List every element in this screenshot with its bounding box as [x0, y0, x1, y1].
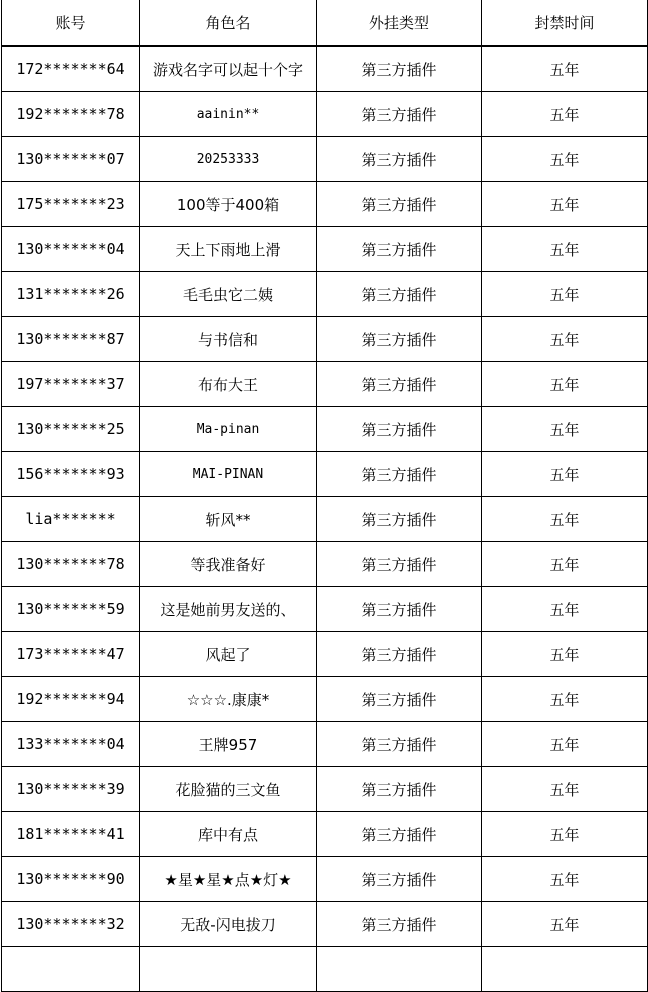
cell-account: 156*******93	[2, 452, 140, 497]
cell-account: 130*******87	[2, 317, 140, 362]
table-row	[2, 587, 648, 632]
table-row	[2, 767, 648, 812]
cell-account: 130*******39	[2, 767, 140, 812]
cell-account: 130*******59	[2, 587, 140, 632]
cell-ban-duration: 五年	[482, 542, 648, 587]
cell-cheat-type: 第三方插件	[317, 407, 482, 452]
cell-role-name: 无敌-闪电拔刀	[140, 902, 317, 947]
table-row	[2, 182, 648, 227]
cell-role-name: Ma-pinan	[140, 407, 317, 452]
cell-role-name: 这是她前男友送的、	[140, 587, 317, 632]
table-row	[2, 272, 648, 317]
cell-ban-duration: 五年	[482, 632, 648, 677]
header-role-name: 角色名	[140, 0, 317, 46]
cell-account: 197*******37	[2, 362, 140, 407]
cell-role-name: 布布大王	[140, 362, 317, 407]
cell-role-name: 花脸猫的三文鱼	[140, 767, 317, 812]
table-row	[2, 227, 648, 272]
cell-account: 131*******26	[2, 272, 140, 317]
cell-account: 175*******23	[2, 182, 140, 227]
cell-role-name: 100等于400箱	[140, 182, 317, 227]
cell-role-name: 风起了	[140, 632, 317, 677]
cell-cheat-type: 第三方插件	[317, 92, 482, 137]
cell-role-name: aainin**	[140, 92, 317, 137]
cell-account: 181*******41	[2, 812, 140, 857]
cell-account: 192*******78	[2, 92, 140, 137]
table-row	[2, 632, 648, 677]
cell-role-name: 王牌957	[140, 722, 317, 767]
cell-role-name: ☆☆☆.康康*	[140, 677, 317, 722]
cell-role-name	[140, 947, 317, 992]
cell-cheat-type: 第三方插件	[317, 542, 482, 587]
cell-cheat-type: 第三方插件	[317, 137, 482, 182]
cell-account: 133*******04	[2, 722, 140, 767]
cell-ban-duration: 五年	[482, 452, 648, 497]
table-body	[2, 46, 648, 992]
cell-ban-duration: 五年	[482, 46, 648, 92]
cell-cheat-type: 第三方插件	[317, 227, 482, 272]
cell-cheat-type: 第三方插件	[317, 317, 482, 362]
cell-ban-duration: 五年	[482, 272, 648, 317]
cell-role-name: 与书信和	[140, 317, 317, 362]
cell-role-name: ★星★星★点★灯★	[140, 857, 317, 902]
table-row	[2, 46, 648, 92]
cell-ban-duration: 五年	[482, 92, 648, 137]
cell-role-name: 天上下雨地上滑	[140, 227, 317, 272]
header-cheat-type: 外挂类型	[317, 0, 482, 46]
cell-cheat-type: 第三方插件	[317, 812, 482, 857]
cell-ban-duration: 五年	[482, 767, 648, 812]
cell-ban-duration: 五年	[482, 587, 648, 632]
cell-account: 130*******78	[2, 542, 140, 587]
cell-ban-duration: 五年	[482, 227, 648, 272]
cell-account: 173*******47	[2, 632, 140, 677]
cell-cheat-type: 第三方插件	[317, 497, 482, 542]
cell-cheat-type: 第三方插件	[317, 857, 482, 902]
cell-role-name: 游戏名字可以起十个字	[140, 46, 317, 92]
table-row	[2, 902, 648, 947]
cell-role-name: 库中有点	[140, 812, 317, 857]
cell-account: 130*******07	[2, 137, 140, 182]
table-row	[2, 947, 648, 992]
table-row	[2, 722, 648, 767]
cell-ban-duration: 五年	[482, 497, 648, 542]
table-row	[2, 317, 648, 362]
cell-cheat-type: 第三方插件	[317, 452, 482, 497]
cell-account: 130*******32	[2, 902, 140, 947]
cell-account: 130*******04	[2, 227, 140, 272]
table-row	[2, 857, 648, 902]
cell-cheat-type: 第三方插件	[317, 677, 482, 722]
cell-account: 172*******64	[2, 46, 140, 92]
cell-cheat-type: 第三方插件	[317, 362, 482, 407]
cell-cheat-type	[317, 947, 482, 992]
table-row	[2, 812, 648, 857]
table-row	[2, 452, 648, 497]
cell-account: 130*******25	[2, 407, 140, 452]
cell-role-name: MAI-PINAN	[140, 452, 317, 497]
header-ban-duration: 封禁时间	[482, 0, 648, 46]
cell-ban-duration: 五年	[482, 722, 648, 767]
table-row	[2, 137, 648, 182]
cell-role-name: 毛毛虫它二姨	[140, 272, 317, 317]
cell-ban-duration: 五年	[482, 362, 648, 407]
ban-list-table	[1, 0, 648, 992]
table-row	[2, 92, 648, 137]
cell-ban-duration: 五年	[482, 317, 648, 362]
cell-role-name: 20253333	[140, 137, 317, 182]
table-row	[2, 362, 648, 407]
cell-ban-duration: 五年	[482, 857, 648, 902]
cell-cheat-type: 第三方插件	[317, 767, 482, 812]
cell-ban-duration: 五年	[482, 902, 648, 947]
cell-role-name: 等我准备好	[140, 542, 317, 587]
cell-account	[2, 947, 140, 992]
cell-ban-duration: 五年	[482, 407, 648, 452]
cell-account: lia*******	[2, 497, 140, 542]
cell-cheat-type: 第三方插件	[317, 722, 482, 767]
table-header	[2, 0, 648, 46]
cell-cheat-type: 第三方插件	[317, 632, 482, 677]
table-row	[2, 677, 648, 722]
header-row	[2, 0, 648, 46]
cell-ban-duration: 五年	[482, 812, 648, 857]
header-account: 账号	[2, 0, 140, 46]
cell-ban-duration: 五年	[482, 677, 648, 722]
cell-cheat-type: 第三方插件	[317, 182, 482, 227]
cell-ban-duration: 五年	[482, 137, 648, 182]
cell-cheat-type: 第三方插件	[317, 587, 482, 632]
cell-ban-duration	[482, 947, 648, 992]
cell-cheat-type: 第三方插件	[317, 272, 482, 317]
table-row	[2, 542, 648, 587]
cell-cheat-type: 第三方插件	[317, 902, 482, 947]
cell-cheat-type: 第三方插件	[317, 46, 482, 92]
cell-account: 130*******90	[2, 857, 140, 902]
table-row	[2, 407, 648, 452]
table-row	[2, 497, 648, 542]
cell-ban-duration: 五年	[482, 182, 648, 227]
cell-role-name: 斩风**	[140, 497, 317, 542]
cell-account: 192*******94	[2, 677, 140, 722]
